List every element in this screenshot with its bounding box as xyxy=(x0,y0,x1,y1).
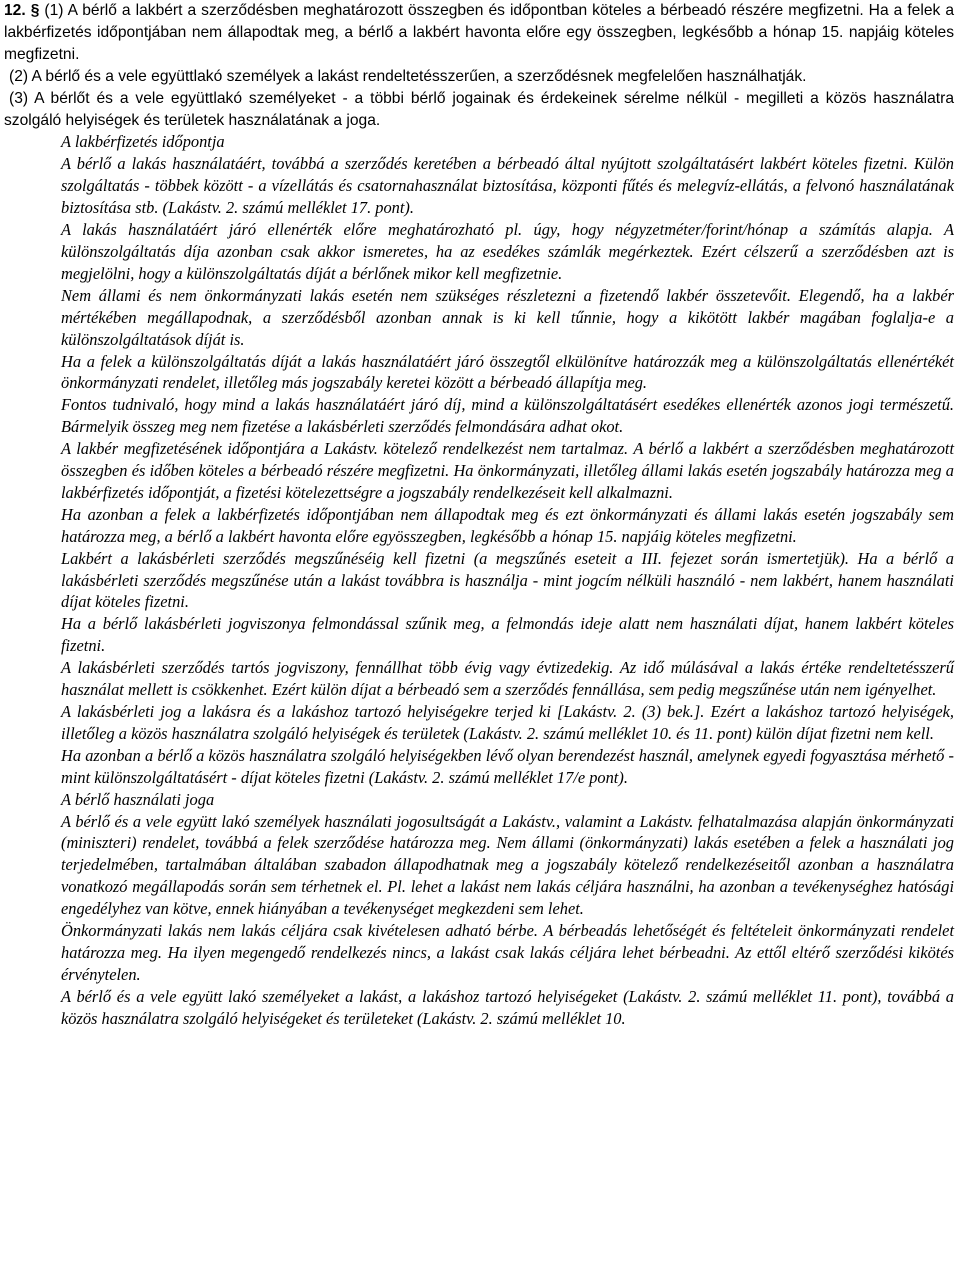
commentary-paragraph: A lakbérfizetés időpontja xyxy=(61,132,225,152)
commentary-paragraph: Önkormányzati lakás nem lakás céljára csak kivételesen adható bérbe. A bérbeadás lehetőségét és feltételeit önkormányzati rendelet határozza meg. Ha ilyen megengedő rendelkezés nincs, a lakást csak lakás céljára lehet bérbeadni. Az ettől eltérő szerződési kikötés érvénytelen. xyxy=(61,921,954,984)
commentary-paragraph: Fontos tudnivaló, hogy mind a lakás használatáért járó díj, mind a különszolgáltatásért esedékes ellenérték azonos jogi természetű. Bármelyik összeg meg nem fizetése a lakásbérleti szerződés felmondására adhat okot. xyxy=(61,395,954,437)
commentary-paragraph: A lakásbérleti szerződés tartós jogviszony, fennállhat több évig vagy évtizedekig. Az idő múlásával a lakás értéke rendeltetésszerű használat mellett is csökkenhet. Ezért külön díjat a bérbeadó sem a szerződés fennállása, sem pedig megszűnése után nem igényelhet. xyxy=(61,658,954,700)
statute-paragraph-2: (2) A bérlő és a vele együttlakó személyek a lakást rendeltetésszerűen, a szerződésnek megfelelően használhatják. xyxy=(9,67,807,85)
commentary-paragraph: Ha a felek a különszolgáltatás díját a lakás használatáért járó összegtől elkülönítve határozzák meg a különszolgáltatás ellenértékét önkormányzati rendelet, illetőleg más jogszabály keretei között a bérbeadó állapítja meg. xyxy=(61,351,954,393)
commentary-paragraph: A lakásbérleti jog a lakásra és a lakáshoz tartozó helyiségekre terjed ki [Lakástv. 2. (3) bek.]. Ezért a lakáshoz tartozó helyiségek, illetőleg a közös használatra szolgáló helyiségek és területek (Lakástv. 2. számú melléklet 10. és 11. pont) külön díjat fizetni nem kell. xyxy=(61,702,954,743)
commentary-paragraph: Nem állami és nem önkormányzati lakás esetén nem szükséges részletezni a fizetendő lakbér összetevőit. Elegendő, ha a lakbér mértékében megállapodnak, a szerződésből azonban annak is ki kell tűnnie, hogy a kikötött lakbér magában foglalja-e a különszolgáltatások díját is. xyxy=(61,285,954,349)
commentary-paragraph: Lakbért a lakásbérleti szerződés megszűnéséig kell fizetni (a megszűnés eseteit a III. fejezet során ismertetjük). Ha a bérlő a lakásbérleti szerződés megszűnése után a lakást továbbra is használja - mint jogcím nélküli használó - nem lakbért, hanem használati díjat köteles fizetni. xyxy=(61,548,954,612)
commentary-paragraph: A bérlő és a vele együtt lakó személyeket a lakást, a lakáshoz tartozó helyiségeket (Lakástv. 2. számú melléklet 11. pont), továbbá a közös használatra szolgáló helyiségeket és területeket (Lakástv. 2. számú melléklet 10. xyxy=(61,986,954,1028)
statute-paragraph-1 xyxy=(4,0,954,66)
commentary-paragraph: A lakbér megfizetésének időpontjára a Lakástv. kötelező rendelkezést nem tartalmaz. A bérlő a lakbért a szerződésben meghatározott összegben és időben köteles a bérbeadó részére megfizetni. Ha önkormányzati, illetőleg állami lakás esetén jogszabály határozza meg a lakbérfizetés időpontját, a fizetési kötelezettségre a jogszabály rendelkezéseit kell alkalmazni. xyxy=(61,439,954,502)
commentary-paragraph: Ha azonban a bérlő a közös használatra szolgáló helyiségekben lévő olyan berendezést használ, amelynek egyedi fogyasztása mérhető - mint különszolgáltatásért - díjat köteles fizetni (Lakástv. 2. számú melléklet 17/e pont). xyxy=(61,745,954,787)
commentary-section xyxy=(4,131,954,1029)
statute-paragraph-3: (3) A bérlőt és a vele együttlakó személyeket - a többi bérlő jogainak és érdekeinek sérelme nélkül - megilleti a közös használatra szolgáló helyiségek és területek használatának a joga. xyxy=(4,89,954,129)
section-number: 12. xyxy=(4,2,26,19)
commentary-paragraph: A lakás használatáért járó ellenérték előre meghatározható pl. úgy, hogy négyzetméter/forint/hónap a számítás alapja. A különszolgáltatás díja azonban csak akkor ismeretes, ha az esedékes számlák megérkeztek. Ezért célszerű a szerződésben azt is megjelölni, hogy a különszolgáltatás díját a bérlőnek mikor kell megfizetnie. xyxy=(61,220,954,283)
commentary-paragraph: A bérlő használati joga xyxy=(61,789,215,809)
commentary-paragraph: A bérlő a lakás használatáért, továbbá a szerződés keretében a bérbeadó által nyújtott szolgáltatásért lakbért köteles fizetni. Külön szolgáltatás - többek között - a vízellátás és csatornahasználat biztosítása, központi fűtés és melegvíz-ellátás, a felvonó használatának biztosítása stb. (Lakástv. 2. számú melléklet 17. pont). xyxy=(61,154,954,218)
commentary-paragraph: Ha a bérlő lakásbérleti jogviszonya felmondással szűnik meg, a felmondás ideje alatt nem használati díjat, hanem lakbért köteles fizetni. xyxy=(61,614,954,656)
section-symbol: § xyxy=(30,2,40,19)
commentary-paragraph: A bérlő és a vele együtt lakó személyek használati jogosultságát a Lakástv., valamint a Lakástv. felhatalmazása alapján önkormányzati (miniszteri) rendelet, továbbá a felek szerződése határozza meg. Nem állami (önkormányzati) lakás esetében a felek a használati jog terjedelmében, tartalmában általában szabadon állapodhatnak meg a jogszabály kötelező rendelkezéseitől azonban a használatra vonatkozó megállapodás során sem térhetnek el. Pl. lehet a lakást nem lakás céljára használni, ha azonban a tevékenységhez hatósági engedélyhez van kötve, ennek hiányában a tevékenységet megkezdeni sem lehet. xyxy=(61,811,954,919)
commentary-paragraph: Ha azonban a felek a lakbérfizetés időpontjában nem állapodtak meg és ezt önkormányzati és állami lakás esetén jogszabály sem határozza meg, a bérlő a lakbért havonta előre egyösszegben, legkésőbb a hónap 15. napjáig köteles megfizetni. xyxy=(61,504,954,546)
statute-paragraph-1-text: (1) A bérlő a lakbért a szerződésben meghatározott összegben és időpontban köteles a bérbeadó részére megfizetni. Ha a felek a lakbérfizetés időpontjában nem állapodtak meg, a bérlő a lakbért havonta előre egy összegben, legkésőbb a hónap 15. napjáig köteles megfizetni. xyxy=(4,2,954,63)
statute-section xyxy=(4,0,954,131)
